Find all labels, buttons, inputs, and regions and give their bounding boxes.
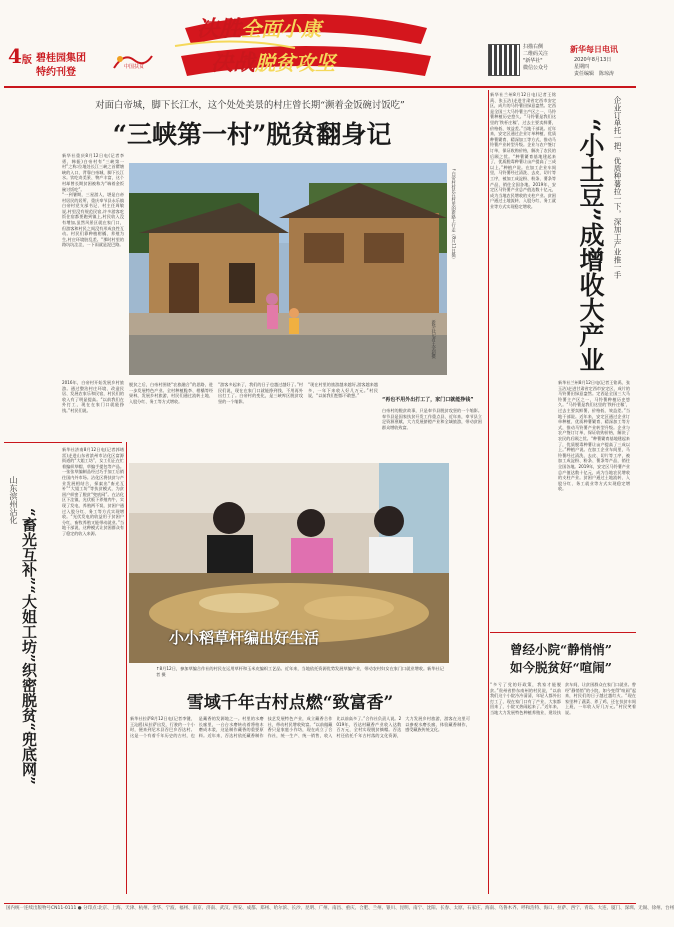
- article3-body: [130, 716, 470, 892]
- article2-headline: “畜光互补”“大姐工坊”织密脱贫“兜底网”: [20, 508, 38, 785]
- qr-caption-4: 微信公众号: [523, 65, 549, 71]
- article3-left-rule: [126, 442, 127, 894]
- article2-region: 山东滨州沾化: [9, 476, 18, 524]
- masthead: [0, 0, 640, 88]
- page-number: [8, 44, 32, 68]
- straw-weaving-photo: [129, 463, 449, 663]
- masthead-rule: [4, 86, 636, 88]
- article1-subhead: “再也不用外出打工了，家门口就能挣钱”: [382, 397, 474, 403]
- poverty-alleviation-logo: [110, 50, 154, 72]
- qr-caption-3: "新华社": [523, 58, 543, 64]
- article3-body-text: 新华社拉萨8月12日电(记者李键、王沁鸥)从拉萨出发，行驶约一个小时，便来到尼木县吞巴乡吞达村。这是一个有着千年历史的古村，也是藏香的发源地之一。村里的水磨长廊里，一台台水磨转动着将柏木磨成木浆，这是制作藏香的重要原料。近年来，吞达村依托藏香制作技艺发展特色产业，成立藏香合作社，带动村民增收致富。“以前做藏香只是家庭小作坊，现在成立了合作社，统一生产、统一销售，收入比以前高多了。”合作社负责人说。2019年，吞达村藏香产业收入达数百万元，全村实现脱贫摘帽。吞达村还依托千年古村落的文化资源，大力发展乡村旅游，游客在这里可以参观水磨长廊、体验藏香制作，感受藏族传统文化。: [130, 716, 470, 738]
- paper-name: 新华每日电讯: [570, 45, 618, 54]
- straw-weaving-caption: ↑8月12日，参加草编合作社的村民在运用草杆和玉米皮编织工艺品。近年来，当地依托资源优势发展草编产业，带动农村妇女在家门口就业增收。新华社记者 摄: [156, 666, 444, 677]
- article1-kicker: 对面白帝城，脚下长江水，这个处处美景的村庄曾长期“濒着金饭碗讨饭吃”: [95, 100, 405, 111]
- campaign-banner: [175, 6, 437, 84]
- article2-body: 新华社济南8月12日电(记者郭绪雷)走进山东省滨州市沾化区富源街道的“大姐工坊”，女工们正在忙着编织草帽、草编手提包等产品。一张张草编制品经过巧手加工后销往国内外市场。沾化区将扶贫与产业发展相结合，探索出“畜光互补”“大姐工坊”等扶贫模式，为贫困户织密了脱贫“兜底网”。在沾化区下洼镇，光伏板下养殖肉牛，实现了发电、养殖两不误，贫困户通过入股分红、务工等方式实现增收。“光伏发电的收益用于贫困户分红，畜牧养殖又能带动就业。”当地干部说，这种模式让贫困群众有了稳定的收入来源。: [62, 447, 124, 536]
- banner-line-1: [197, 12, 321, 43]
- article1-headline: “三峡第一村”脱贫翻身记: [112, 120, 392, 149]
- footer-print-sites: 国内统一连续出版物号CN11-0111 ● 分印点:北京、上海、天津、杭州、金华、宁波、福州、南京、济南、武汉、西安、成都、郑州、哈尔滨、长沙、昆明、广州、南昌、重庆、合肥、兰州、银川、昆明、南宁、沈阳、长春、太原、石家庄、海南、乌鲁木齐、呼和浩特、海口、拉萨、西宁、青岛、大连、厦门、深圳、无锡、徐州、台州: [6, 906, 674, 911]
- article1-body-col3: “游客多起来了，我们的日子也越过越好了。”村民们说，现在在家门口就能挣到钱，不用再外出打工了。白帝村的变化，是三峡库区脱贫攻坚的一个缩影。: [218, 382, 303, 404]
- qr-caption-2: 二维码关注: [523, 51, 549, 57]
- article5-body-text: “多亏了党的好政策，我家才能脱贫。”贵州省黔东南州的村民说，“以前我们这个小院冷冷清清，年轻人都外出打工了，现在家门口有了产业，大家都回来了，小院又热闹起来了。”近年来，当地大力发展特色种植养殖业，建设扶贫车间，让贫困群众在家门口就业。曾经“静悄悄”的小院，如今变得“喧闹”起来，村民们的日子越过越红火。“现在家里种了蔬菜、养了鸡，还在扶贫车间上班，一年收入好几万元。”村民笑着说。: [490, 682, 636, 715]
- article4-body-continued: 新华社兰州8月12日电(记者王铭禹、张玉洁)走进甘肃省定西市安定区，成片的马铃薯田绿意盎然。定西是全国三大马铃薯主产区之一，马铃薯种植历史悠久。“马铃薯是我们这里的‘铁杆庄稼’，过去主要卖鲜薯，价格低、效益差。”当地干部说。近年来，安定区通过企业订单种植、优质种薯繁育、精深加工等方式，推动马铃薯产业转型升级。企业与农户签订订单，保证收购价格，解决了农民的后顾之忧。“种薯繁育基地建起来了，优质脱毒种薯让亩产提高了三成以上。”种植户说。在加工企业车间里，马铃薯经过清洗、去皮、切片等工序，被加工成淀粉、粉条、薯条等产品，销往全国各地。2019年，安定区马铃薯产业总产值达数十亿元，成为当地农民增收的支柱产业。贫困户通过土地流转、入股分红、务工就业等方式实现稳定增收。: [558, 380, 630, 492]
- banner-word-gongjian: 脱贫攻坚: [255, 51, 336, 75]
- right-column-rule: [488, 90, 489, 894]
- village-photo-image: [129, 163, 447, 375]
- banner-line-2: [211, 46, 335, 77]
- article4-body-col2: [558, 380, 630, 630]
- article1-lead: 新华社重庆8月12日电(记者李勇、韩振)白帝村有“三峡第一村”之称:位地处长江三峡之首瞿塘峡的入口，背靠白帝城，脚下长江水。饮吃奇美景、物产丰富，这个村却曾长期贫困被称为“端着金饭碗讨饭吃”。: [62, 153, 124, 192]
- article1-body-col4: “现在村里的旅游越来越好,游客越来越多，一年下来收入好几万元。”村民说，“以前我们想都不敢想。”: [308, 382, 378, 399]
- article2-top-rule: [4, 442, 122, 443]
- poverty-logo-text: 中国扶贫: [124, 64, 145, 70]
- article1-body-col5: 白帝村的脱贫故事，只是奉节县脱贫攻坚的一个缩影。奉节县是国家扶贫开发工作重点县，近年来，奉节县立足资源禀赋，大力发展脐橙产业和全域旅游，带动贫困群众增收致富。: [382, 408, 482, 430]
- footer-rule: [4, 903, 636, 904]
- article4-headline: “小土豆”成增收大产业: [576, 118, 605, 372]
- banner-word-juezhan: 决战: [211, 50, 256, 76]
- banner-word-xiaokang: 全面小康: [241, 17, 322, 41]
- village-photo: [129, 163, 447, 375]
- article1-body-col2: 脱贫之后，白帝村围绕“农旅融合”的思路，进一步发展特色产业。全村种植脆李、柑橘等经果林，发展乡村旅游，村民们通过流转土地、入股分红、务工等方式增收。: [129, 382, 213, 404]
- sponsor-line-1: 碧桂园集团: [36, 53, 86, 64]
- village-photo-credit: 新华社记者王全超摄: [430, 320, 436, 359]
- article5-headline-2: 如今脱贫好“喧闹”: [510, 660, 612, 675]
- article3-headline: 雪域千年古村点燃“致富香”: [186, 693, 394, 713]
- qr-caption: [523, 44, 548, 72]
- article4-body: 新华社兰州8月12日电(记者王铭禹、张玉洁)走进甘肃省定西市安定区，成片的马铃薯田绿意盎然。定西是全国三大马铃薯主产区之一，马铃薯种植历史悠久。“马铃薯是我们这里的‘铁杆庄稼’，过去主要卖鲜薯，价格低、效益差。”当地干部说。近年来，安定区通过企业订单种植、优质种薯繁育、精深加工等方式，推动马铃薯产业转型升级。企业与农户签订订单，保证收购价格，解决了农民的后顾之忧。“种薯繁育基地建起来了，优质脱毒种薯让亩产提高了三成以上。”种植户说。在加工企业车间里，马铃薯经过清洗、去皮、切片等工序，被加工成淀粉、粉条、薯条等产品，销往全国各地。2019年，安定区马铃薯产业总产值达数十亿元，成为当地农民增收的支柱产业。贫困户通过土地流转、入股分红、务工就业等方式实现稳定增收。: [490, 92, 556, 209]
- qr-caption-1: 扫描右侧: [523, 44, 544, 50]
- page-unit: 版: [21, 55, 32, 66]
- sponsor-line-2: 特约刊登: [36, 67, 76, 78]
- page-editor: 责任编辑 陈琼涛: [574, 71, 615, 77]
- page-number-digit: 4: [8, 44, 22, 68]
- article1-body-col1: “一到暑期，三星游人，堪是白帝村居民的居所，重庆奉节县永乐镇白帝村党支部书记、村主任周敏说,村里没有规范民宿,许多游客吃饭住宿都要跑到镇上,村民收入没有增加,虽然风景区就在家门口，但游客和村民之间没有形成良性互动。村民们靠种植柑橘、养殖为生,村庄环境脏乱差。“那时村里的路坑坑洼洼，一下雨就是泥巴路。: [62, 192, 124, 248]
- article4-kicker: 企业订单托一把，优质种薯拉一下，深加工产业推一手: [613, 96, 622, 279]
- issue-weekday: 星期四: [574, 64, 590, 70]
- article5-top-rule: [490, 632, 636, 633]
- article5-body: [490, 682, 636, 894]
- qr-code[interactable]: [488, 44, 520, 76]
- village-photo-caption: ↑白帝村村民在村里的新路上行走（8月11日摄）: [450, 168, 456, 262]
- straw-weaving-photo-title: 小小稻草杆编出好生活: [169, 629, 320, 647]
- article1-body-col1b: 2016年，白帝村开始发展乡村旅游。通过整治村庄环境、改造民居、发展农家乐和民宿，村民们的收入有了明显提高。“以前我们在外打工，现在在家门口就能挣钱。”村民们说。: [62, 380, 124, 413]
- article5-headline-1: 曾经小院“静悄悄”: [510, 642, 612, 657]
- issue-date: 2020年8月13日: [574, 57, 612, 63]
- banner-word-juesheng: 决胜: [197, 16, 242, 42]
